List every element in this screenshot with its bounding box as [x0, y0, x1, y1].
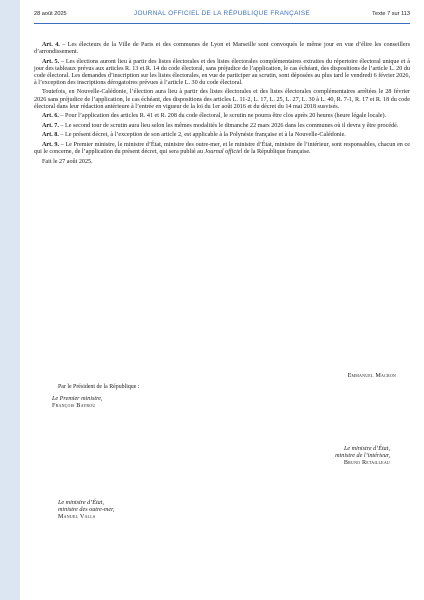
header-rule — [34, 23, 410, 24]
article-8 — [34, 132, 410, 139]
article-number: Art. 8. — [42, 132, 59, 139]
decree-body — [34, 42, 410, 166]
premier-ministre-block — [52, 396, 103, 410]
article-number: Art. 9. — [42, 142, 59, 149]
page-header — [34, 11, 410, 21]
ministre-outre-mer-title-1: Le ministre d’État, — [58, 500, 104, 506]
ministre-outre-mer-name: Manuel Valls — [58, 514, 96, 521]
ministre-interieur-name: Bruno Retailleau — [343, 460, 390, 467]
article-number: Art. 7. — [42, 122, 59, 129]
fait-le-date: Fait le 27 août 2025. — [42, 158, 93, 165]
article-text: – Les élections auront lieu à partir des listes électorales et des listes électorales complémentaires extraites du répertoire électoral unique et à jour des tableaux prévus aux articles R. 13 et R. 14 du code électoral, sans préjudice de l’application, le cas échéant, des dispositions de l’article L. 20 du code électoral. Les demandes d’inscription sur les listes électorales, en vue de participer au scrutin, sont déposées au plus tard le vendredi 6 février 2026, à l’exception des inscriptions dérogatoires prévues à l’article L. 30 du code électoral. — [34, 58, 410, 86]
article-text-end: de la République française. — [242, 149, 311, 156]
texte-number: Texte 7 sur 113 — [372, 11, 410, 17]
article-4 — [34, 42, 410, 56]
article-text: – Pour l’application des articles R. 41 et R. 208 du code électoral, le scrutin ne pourra être clos après 20 heures (heure légale locale). — [58, 113, 387, 120]
ministre-interieur-title-2: ministre de l’intérieur, — [335, 453, 390, 460]
premier-ministre-title: Le Premier ministre, — [52, 396, 103, 402]
article-number: Art. 5. — [42, 58, 60, 65]
article-number: Art. 4. — [42, 42, 60, 48]
left-margin-band — [0, 0, 20, 600]
article-number: Art. 6. — [42, 113, 59, 120]
ministre-outre-mer-block — [58, 500, 114, 521]
article-text: – Les électeurs de la Ville de Paris et des communes de Lyon et Marseille sont convoqués le même jour en vue d’élire les conseillers d’arrondissement. — [34, 42, 410, 56]
article-text: – Le présent décret, à l’exception de son article 2, est applicable à la Polynésie française et à la Nouvelle-Calédonie. — [58, 132, 346, 139]
ministre-outre-mer-title-2: ministre des outre-mer, — [58, 507, 115, 514]
article-text: Toutefois, en Nouvelle-Calédonie, l’élection aura lieu à partir des listes électorales et des listes électorales complémentaires arrêtées le 28 février 2026 sans préjudice de l’application, le cas échéant, des dispositions des articles L. 11-2, L. 17, L. 25, L. 27, L. 30 à L. 40, R. 7-1, R. 17 et R. 18 du code électoral dans leur rédaction antérieure à l’entrée en vigueur de la loi du 1er août 2016 et du décret du 14 mai 2018 susvisés. — [34, 89, 410, 110]
president-signature: Emmanuel Macron — [347, 373, 396, 379]
article-5-paragraph-2 — [34, 89, 410, 110]
premier-ministre-name: François Bayrou — [52, 403, 96, 410]
article-text: – Le Premier ministre, le ministre d’État, ministre des outre-mer, et le ministre d’État, ministre de l’intérieur, sont responsables, chacun en ce qui le concerne, de l’application du présent décret, qui sera publié au — [34, 142, 410, 156]
ministre-interieur-title-1: Le ministre d’État, — [344, 446, 390, 452]
header-date: 28 août 2025 — [34, 11, 67, 17]
document-page — [20, 0, 424, 600]
ministre-interieur-block — [335, 446, 390, 467]
journal-officiel-italic: Journal officiel — [204, 149, 243, 156]
article-text: – Le second tour de scrutin aura lieu selon les mêmes modalités le dimanche 22 mars 2026 dans les communes où il devra y être procédé. — [58, 122, 399, 129]
article-7 — [34, 123, 410, 130]
article-6 — [34, 113, 410, 120]
journal-title: JOURNAL OFFICIEL DE LA RÉPUBLIQUE FRANÇAISE — [133, 10, 311, 17]
par-le-president: Par le Président de la République : — [58, 384, 140, 390]
article-9 — [34, 142, 410, 156]
article-5 — [34, 59, 410, 87]
